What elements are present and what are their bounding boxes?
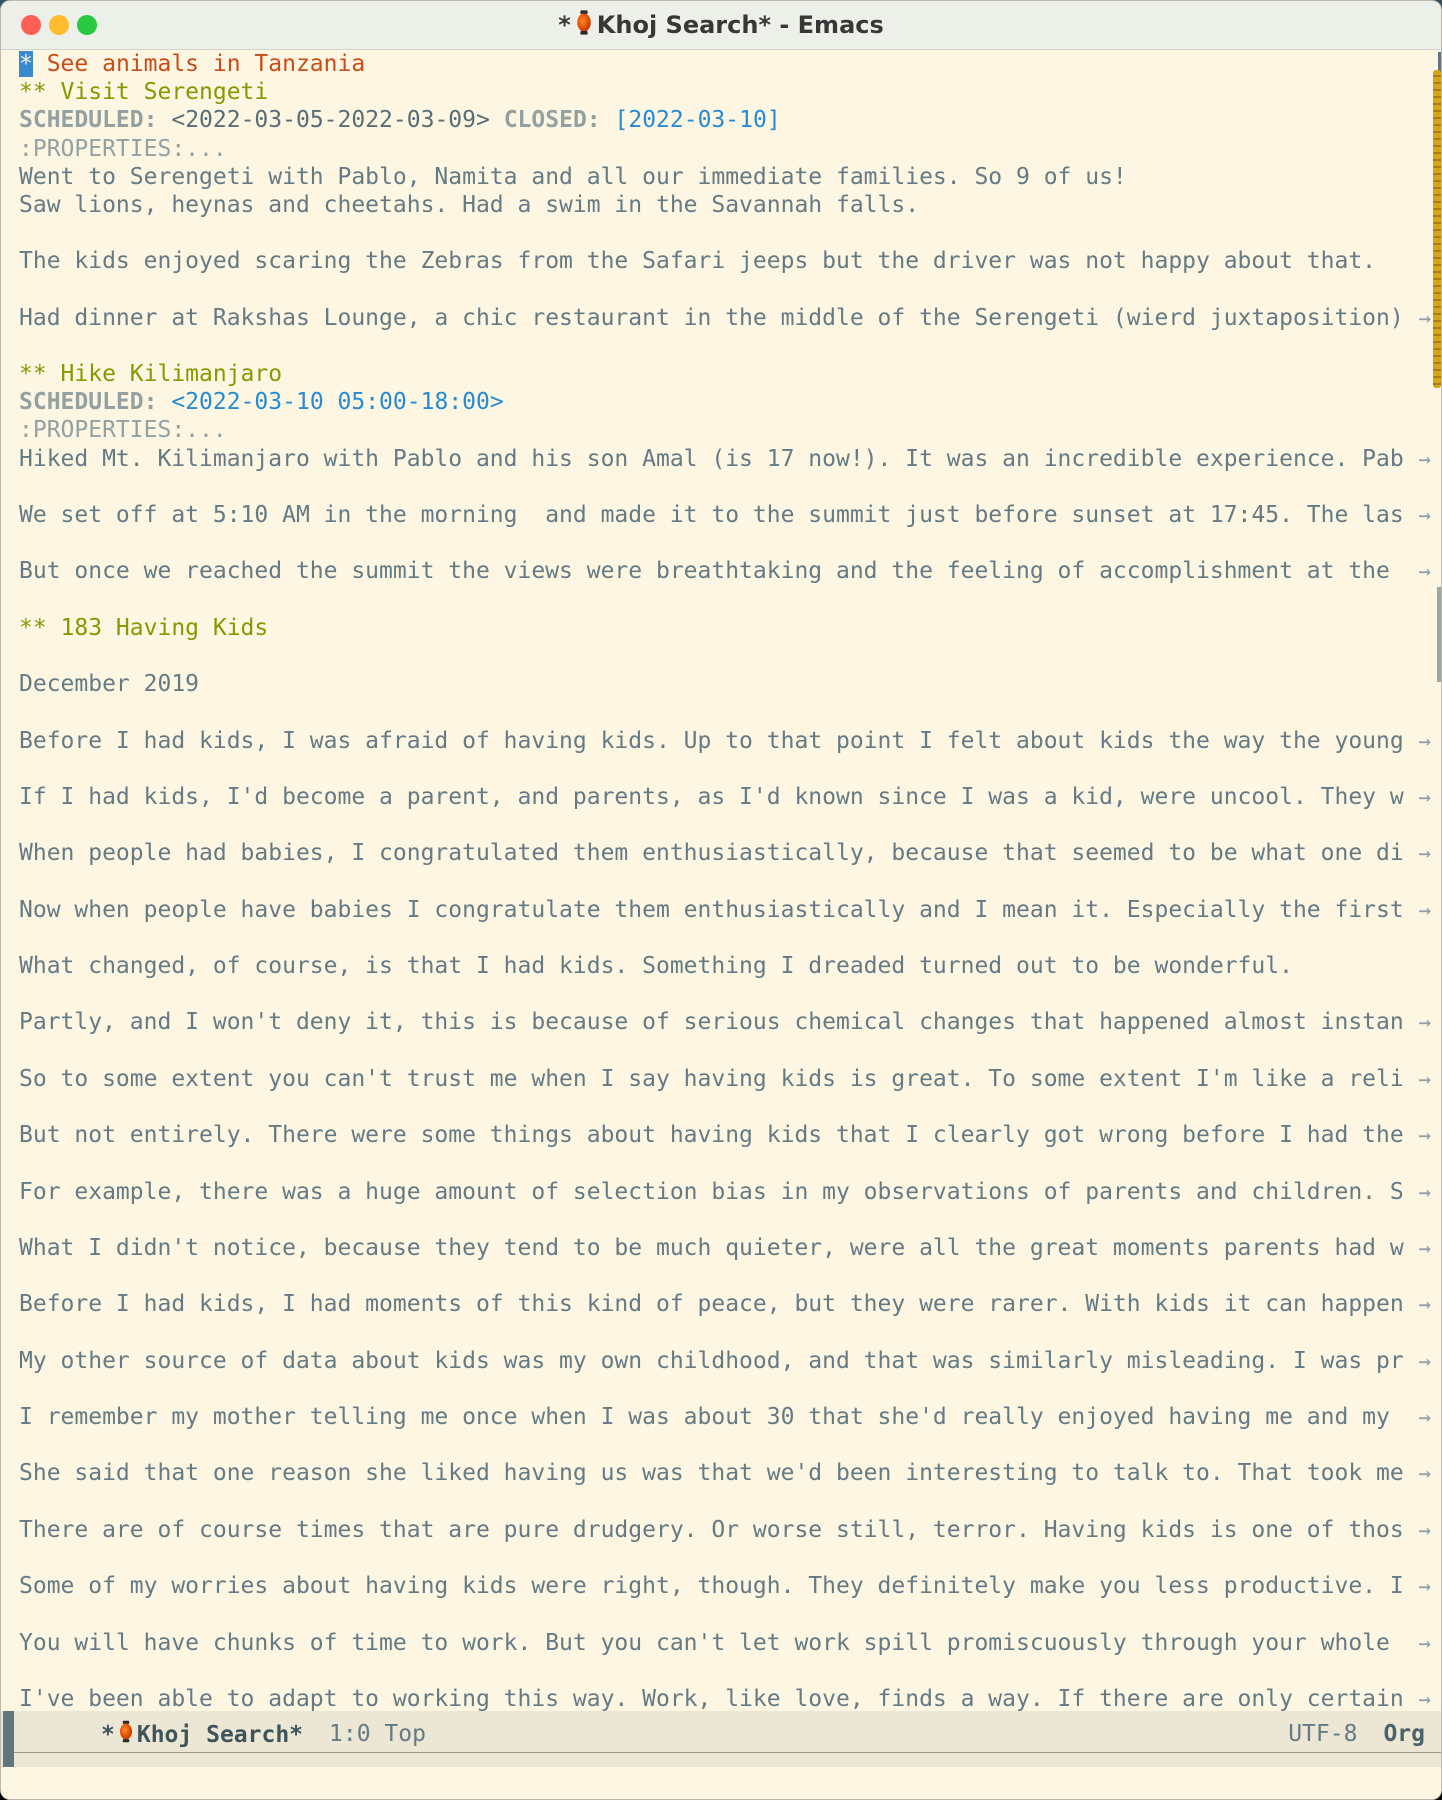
buffer-line[interactable] bbox=[1, 614, 1441, 642]
text-segment: My other source of data about kids was my own childhood, and that was similarly misleading. I was pr bbox=[19, 1347, 1404, 1374]
buffer-line[interactable] bbox=[1, 867, 1441, 895]
buffer-line[interactable] bbox=[1, 1065, 1441, 1093]
window-title-text: Khoj Search* - Emacs bbox=[596, 11, 884, 39]
titlebar bbox=[1, 1, 1441, 50]
text-segment: We set off at 5:10 AM in the morning and made it to the summit just before sunset at 17:45. The las bbox=[19, 502, 1404, 528]
truncation-arrow-icon: → bbox=[1418, 1405, 1431, 1429]
truncation-arrow-icon: → bbox=[1418, 1292, 1431, 1317]
buffer-line[interactable] bbox=[1, 1234, 1441, 1262]
lantern-icon bbox=[575, 10, 593, 41]
buffer-line[interactable] bbox=[1, 698, 1441, 726]
truncation-arrow-icon: → bbox=[1418, 728, 1431, 753]
buffer-line[interactable] bbox=[1, 1008, 1441, 1036]
modeline-name-prefix: * bbox=[101, 1722, 115, 1748]
buffer-line[interactable] bbox=[1, 1572, 1441, 1600]
truncation-arrow-icon: → bbox=[1418, 1123, 1431, 1148]
text-segment: I've been able to adapt to working this way. Work, like love, finds a way. If there are only certain bbox=[19, 1685, 1404, 1711]
buffer-line[interactable] bbox=[1, 896, 1441, 924]
buffer-line[interactable] bbox=[1, 755, 1441, 783]
text-segment bbox=[490, 107, 504, 133]
truncation-arrow-icon: → bbox=[1418, 1179, 1431, 1204]
text-segment bbox=[601, 107, 615, 133]
text-segment: ** 183 Having Kids bbox=[19, 614, 269, 641]
minibuffer[interactable] bbox=[1, 1767, 1441, 1799]
buffer-line[interactable] bbox=[1, 642, 1441, 670]
buffer-line[interactable] bbox=[1, 1516, 1441, 1544]
text-segment: Had dinner at Rakshas Lounge, a chic restaurant in the middle of the Serengeti (wierd juxtaposition) bbox=[19, 304, 1404, 331]
buffer-line[interactable] bbox=[1, 670, 1441, 698]
buffer-line[interactable] bbox=[1, 1488, 1441, 1516]
buffer-line[interactable] bbox=[1, 501, 1441, 529]
text-segment: :PROPERTIES:... bbox=[19, 417, 227, 444]
text-segment: So to some extent you can't trust me when I say having kids is great. To some extent I'm like a reli bbox=[19, 1065, 1404, 1092]
scrollbar-marker bbox=[1437, 587, 1441, 682]
modeline-encoding: UTF-8 bbox=[1288, 1721, 1358, 1747]
truncation-arrow-icon: → bbox=[1418, 1010, 1431, 1035]
truncation-arrow-icon: → bbox=[1418, 1235, 1431, 1260]
buffer-line[interactable] bbox=[1, 1375, 1441, 1403]
buffer-line[interactable] bbox=[1, 980, 1441, 1008]
text-segment: If I had kids, I'd become a parent, and parents, as I'd known since I was a kid, were uncool. They w bbox=[19, 783, 1404, 810]
buffer-lines bbox=[1, 50, 1441, 1711]
buffer-line[interactable] bbox=[1, 1093, 1441, 1121]
text-segment: Some of my worries about having kids were right, though. They definitely make you less productive. I bbox=[19, 1573, 1404, 1600]
buffer-line[interactable] bbox=[1, 1347, 1441, 1375]
text-segment: There are of course times that are pure drudgery. Or worse still, terror. Having kids is one of thos bbox=[19, 1516, 1404, 1543]
modeline-buffer-name bbox=[101, 1720, 303, 1750]
buffer-line[interactable] bbox=[1, 1459, 1441, 1487]
buffer-line[interactable] bbox=[1, 1290, 1441, 1318]
scrollbar-thumb[interactable] bbox=[1433, 70, 1441, 388]
buffer-line[interactable] bbox=[1, 135, 1441, 163]
buffer-line[interactable] bbox=[1, 1685, 1441, 1711]
modeline-position: 1:0 Top bbox=[329, 1721, 426, 1747]
close-button[interactable] bbox=[21, 15, 41, 35]
text-segment: ** Hike Kilimanjaro bbox=[19, 361, 283, 388]
traffic-lights bbox=[21, 1, 97, 49]
text-segment: Before I had kids, I was afraid of having kids. Up to that point I felt about kids the way the young bbox=[19, 727, 1404, 754]
text-segment: CLOSED: bbox=[503, 107, 601, 134]
modeline-underline bbox=[14, 1752, 1441, 1753]
truncation-arrow-icon: → bbox=[1418, 446, 1431, 471]
truncation-arrow-icon: → bbox=[1418, 1066, 1431, 1091]
buffer-line[interactable] bbox=[1, 727, 1441, 755]
buffer-line[interactable] bbox=[1, 1629, 1441, 1657]
buffer-line[interactable] bbox=[1, 1544, 1441, 1572]
text-segment: She said that one reason she liked having us was that we'd been interesting to talk to. That took me bbox=[19, 1460, 1404, 1487]
text-segment: What changed, of course, is that I had kids. Something I dreaded turned out to be wonderful. bbox=[19, 953, 1293, 979]
text-segment: * bbox=[19, 51, 33, 77]
buffer-line[interactable] bbox=[1, 1121, 1441, 1149]
text-segment: You will have chunks of time to work. But you can't let work spill promiscuously through your whole bbox=[19, 1629, 1404, 1656]
truncation-arrow-icon: → bbox=[1418, 305, 1431, 330]
truncation-arrow-icon: → bbox=[1418, 1517, 1431, 1542]
text-segment: :PROPERTIES:... bbox=[19, 135, 227, 162]
modeline-right bbox=[1288, 1720, 1425, 1748]
truncation-arrow-icon: → bbox=[1418, 897, 1431, 922]
buffer-line[interactable] bbox=[1, 445, 1441, 473]
text-segment: December 2019 bbox=[19, 671, 200, 698]
buffer-line[interactable] bbox=[1, 219, 1441, 247]
buffer-line[interactable] bbox=[1, 811, 1441, 839]
buffer-line[interactable] bbox=[1, 586, 1441, 614]
modeline-left-bar bbox=[3, 1711, 14, 1767]
truncation-arrow-icon: → bbox=[1418, 841, 1431, 866]
modeline-name-text: Khoj Search* bbox=[136, 1722, 304, 1748]
text-segment: <2022-03-10 05:00-18:00> bbox=[171, 389, 504, 416]
buffer-line[interactable] bbox=[1, 839, 1441, 867]
truncation-arrow-icon: → bbox=[1418, 559, 1431, 584]
buffer-line[interactable] bbox=[1, 1403, 1441, 1431]
buffer-line[interactable] bbox=[1, 924, 1441, 952]
text-segment: But once we reached the summit the views were breathtaking and the feeling of accomplishment at the bbox=[19, 558, 1404, 585]
text-segment: ** Visit Serengeti bbox=[19, 79, 269, 106]
buffer-line[interactable] bbox=[1, 1318, 1441, 1346]
text-segment: SCHEDULED: bbox=[19, 107, 158, 134]
buffer-line[interactable] bbox=[1, 276, 1441, 304]
buffer-line[interactable] bbox=[1, 1262, 1441, 1290]
buffer-line[interactable] bbox=[1, 247, 1441, 275]
buffer-line[interactable] bbox=[1, 473, 1441, 501]
window-title bbox=[558, 10, 884, 41]
buffer-line[interactable] bbox=[1, 304, 1441, 332]
truncation-arrow-icon: → bbox=[1418, 1461, 1431, 1486]
buffer-line[interactable] bbox=[1, 106, 1441, 134]
buffer-line[interactable] bbox=[1, 191, 1441, 219]
text-segment: SCHEDULED: bbox=[19, 389, 158, 416]
buffer-line[interactable] bbox=[1, 1206, 1441, 1234]
buffer-line[interactable] bbox=[1, 50, 1441, 78]
buffer-line[interactable] bbox=[1, 1149, 1441, 1177]
text-segment: Partly, and I won't deny it, this is because of serious chemical changes that happened almost instan bbox=[19, 1009, 1404, 1036]
text-segment: Now when people have babies I congratulate them enthusiastically and I mean it. Especially the first bbox=[19, 896, 1404, 923]
truncation-arrow-icon: → bbox=[1418, 1348, 1431, 1373]
text-segment: Went to Serengeti with Pablo, Namita and all our immediate families. So 9 of us! bbox=[19, 163, 1127, 190]
fullscreen-button[interactable] bbox=[77, 15, 97, 35]
text-segment: Before I had kids, I had moments of this kind of peace, but they were rarer. With kids it can happen bbox=[19, 1291, 1404, 1318]
text-segment: Hiked Mt. Kilimanjaro with Pablo and his son Amal (is 17 now!). It was an incredible experience. Pab bbox=[19, 445, 1404, 472]
buffer-line[interactable] bbox=[1, 78, 1441, 106]
buffer-line[interactable] bbox=[1, 163, 1441, 191]
buffer-line[interactable] bbox=[1, 952, 1441, 980]
truncation-arrow-icon: → bbox=[1418, 1686, 1431, 1711]
buffer-line[interactable] bbox=[1, 529, 1441, 557]
text-segment: For example, there was a huge amount of selection bias in my observations of parents and children. S bbox=[19, 1178, 1404, 1205]
modeline bbox=[1, 1711, 1441, 1767]
buffer-line[interactable] bbox=[1, 332, 1441, 360]
truncation-arrow-icon: → bbox=[1418, 784, 1431, 809]
buffer-line[interactable] bbox=[1, 1178, 1441, 1206]
truncation-arrow-icon: → bbox=[1418, 503, 1431, 527]
truncation-arrow-icon: → bbox=[1418, 1574, 1431, 1599]
text-segment: But not entirely. There were some things about having kids that I clearly got wrong before I had the bbox=[19, 1122, 1404, 1149]
text-segment: See animals in Tanzania bbox=[32, 51, 366, 77]
buffer-line[interactable] bbox=[1, 1431, 1441, 1459]
buffer-line[interactable] bbox=[1, 416, 1441, 444]
buffer-line[interactable] bbox=[1, 783, 1441, 811]
lantern-icon bbox=[118, 1720, 134, 1750]
text-segment: Saw lions, heynas and cheetahs. Had a swim in the Savannah falls. bbox=[19, 191, 920, 218]
text-segment bbox=[157, 389, 171, 415]
text-segment: [2022-03-10] bbox=[614, 107, 781, 134]
truncation-arrow-icon: → bbox=[1418, 1630, 1431, 1655]
text-segment: <2022-03-05-2022-03-09> bbox=[171, 107, 490, 134]
modeline-major-mode[interactable]: Org bbox=[1383, 1721, 1425, 1747]
buffer-line[interactable] bbox=[1, 1657, 1441, 1685]
buffer-line[interactable] bbox=[1, 360, 1441, 388]
minimize-button[interactable] bbox=[49, 15, 69, 35]
buffer-line[interactable] bbox=[1, 1037, 1441, 1065]
text-segment: I remember my mother telling me once when I was about 30 that she'd really enjoyed having me and my bbox=[19, 1404, 1404, 1430]
buffer-line[interactable] bbox=[1, 1600, 1441, 1628]
text-segment: When people had babies, I congratulated them enthusiastically, because that seemed to be what one di bbox=[19, 840, 1404, 867]
window-title-prefix: * bbox=[558, 11, 571, 39]
buffer-area[interactable] bbox=[1, 50, 1441, 1711]
text-segment: What I didn't notice, because they tend to be much quieter, were all the great moments parents had w bbox=[19, 1234, 1404, 1261]
buffer-line[interactable] bbox=[1, 557, 1441, 585]
text-segment bbox=[157, 107, 171, 133]
text-segment: The kids enjoyed scaring the Zebras from the Safari jeeps but the driver was not happy about that. bbox=[19, 248, 1377, 275]
buffer-line[interactable] bbox=[1, 388, 1441, 416]
